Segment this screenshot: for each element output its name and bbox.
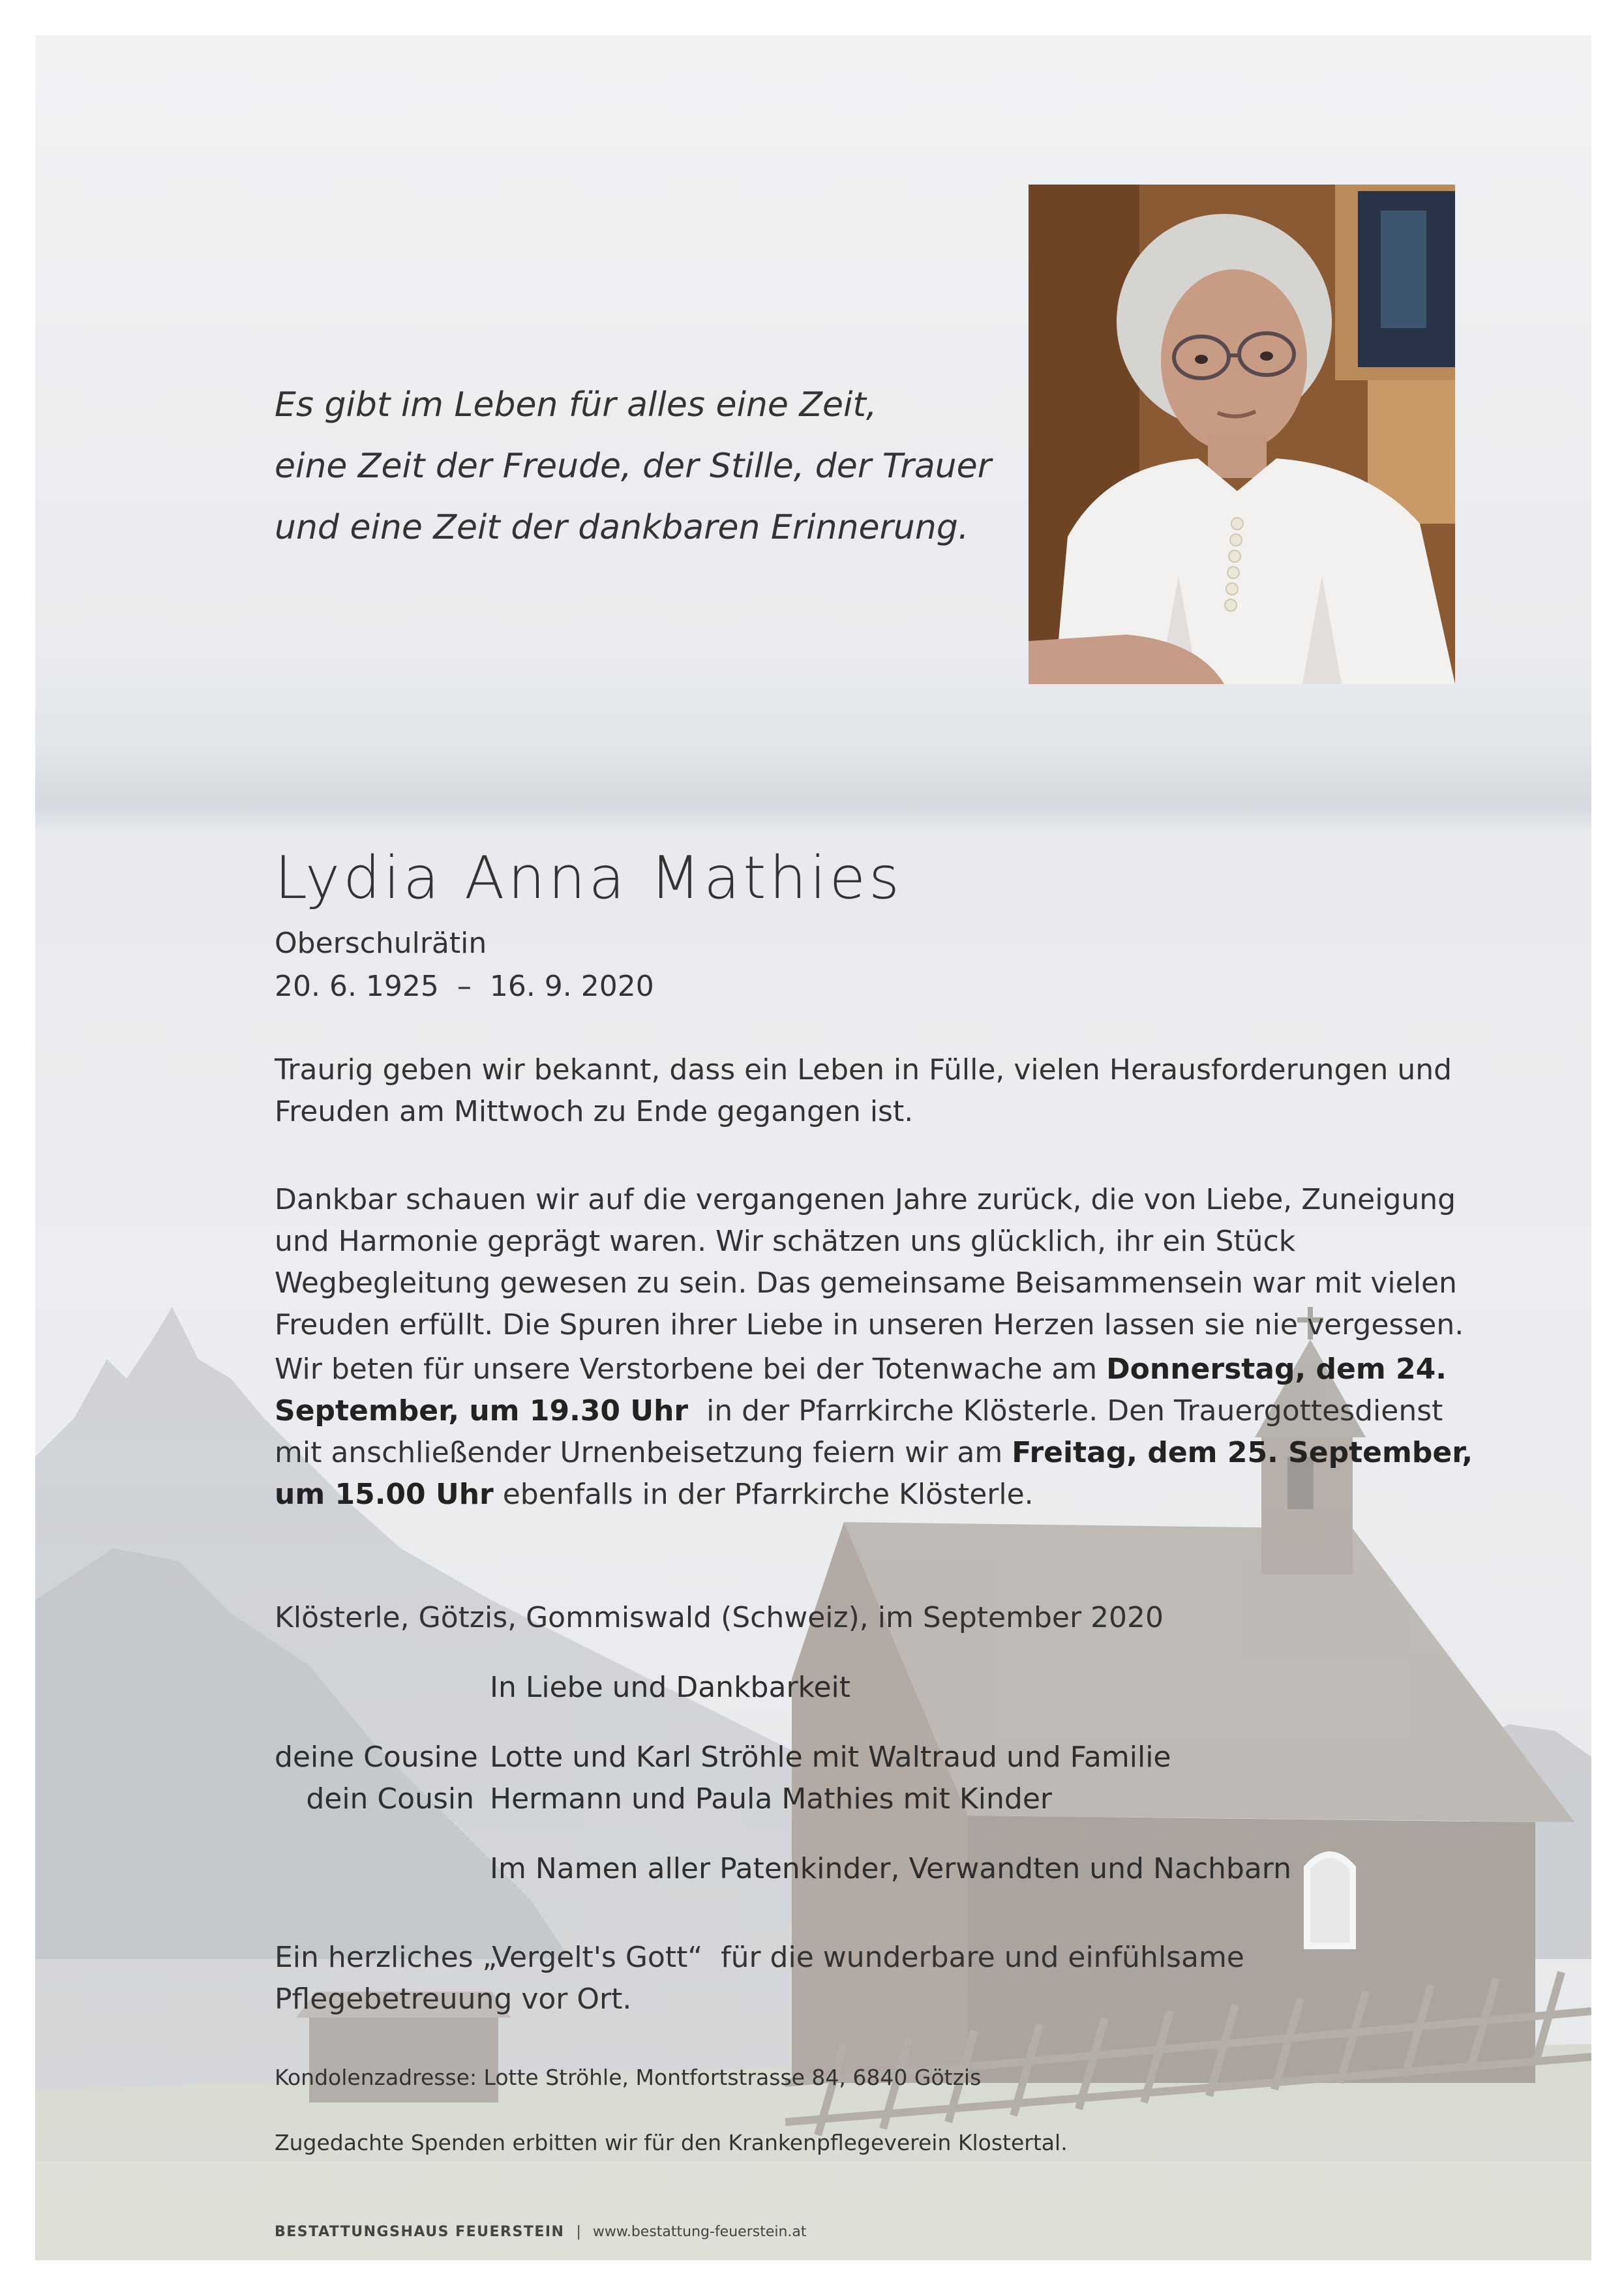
place-date: Klösterle, Götzis, Gommiswald (Schweiz), im September 2020 [275,1601,1164,1634]
mourner-relation-2: dein Cousin [306,1782,474,1816]
announcement-paragraph [275,1049,1481,1133]
service-text-end: ebenfalls in der Pfarrkirche Klösterle. [493,1478,1034,1511]
service-paragraph [275,1349,1481,1516]
place-date-line [275,1597,1481,1639]
mourners-intro: In Liebe und Dankbarkeit [490,1671,850,1704]
service-text [275,1349,1481,1516]
death-notice [35,35,1591,2260]
thanks-paragraph [275,1937,1449,2020]
deceased-title: Oberschulrätin [275,927,487,960]
service-text-intro: Wir beten für unsere Verstorbene bei der Totenwache am [275,1353,1107,1386]
portrait-photo [1029,185,1455,684]
gratitude-paragraph [275,1179,1481,1346]
vigil-date: Donnerstag, dem 24. September, um 19.30 Uhr [275,1353,1457,1428]
mourner-relation-1: deine Cousine [275,1741,478,1774]
footer [275,2224,807,2240]
service-text-middle: in der Pfarrkirche Klösterle. Den Trauergottesdienst mit anschließender Urnenbeisetzung feiern wir am [275,1394,1452,1469]
portrait-image [1029,185,1455,684]
memorial-quote [275,374,1083,558]
condolence-address: Kondolenzadresse: Lotte Ströhle, Montfortstrasse 84, 6840 Götzis [275,2065,982,2090]
thanks-text: Ein herzliches „Vergelt's Gott“ für die wunderbare und einfühlsame Pflegebetreuung vor Ort. [275,1941,1254,2016]
donation-note: Zugedachte Spenden erbitten wir für den Krankenpflegeverein Klostertal. [275,2130,1068,2155]
life-dates: 20. 6. 1925 – 16. 9. 2020 [275,970,654,1003]
quote-line-3: und eine Zeit der dankbaren Erinnerung. [275,508,969,547]
deceased-details [275,922,654,1008]
footer-separator: | [576,2224,581,2240]
mourner-names-1: Lotte und Karl Ströhle mit Waltraud und Familie [490,1741,1171,1774]
announcement-text: Traurig geben wir bekannt, dass ein Leben in Fülle, vielen Herausforderungen und Freuden am Mittwoch zu Ende gegangen ist. [275,1053,1452,1128]
mourner-names-2: Hermann und Paula Mathies mit Kinder [490,1782,1052,1816]
funeral-date: Freitag, dem 25. September, um 15.00 Uhr [275,1436,1483,1511]
quote-line-2: eine Zeit der Freude, der Stille, der Trauer [275,447,992,486]
funeral-home-name: BESTATTUNGSHAUS FEUERSTEIN [275,2224,565,2240]
paper-fold-shading [35,753,1591,831]
deceased-name: Lydia Anna Mathies [275,844,903,912]
mourners-others: Im Namen aller Patenkinder, Verwandten und Nachbarn [490,1852,1291,1885]
quote-line-1: Es gibt im Leben für alles eine Zeit, [275,385,877,425]
gratitude-text: Dankbar schauen wir auf die vergangenen Jahre zurück, die von Liebe, Zuneigung und Harmonie geprägt waren. Wir schätzen uns glücklich, ihr ein Stück Wegbegleitung gewesen zu sein. Das gemeinsame Beisammensein war mit vielen Freuden erfüllt. Die Spuren ihrer Liebe in unseren Herzen lassen sie nie vergessen. [275,1183,1464,1341]
funeral-home-website[interactable]: www.bestattung-feuerstein.at [592,2224,807,2240]
